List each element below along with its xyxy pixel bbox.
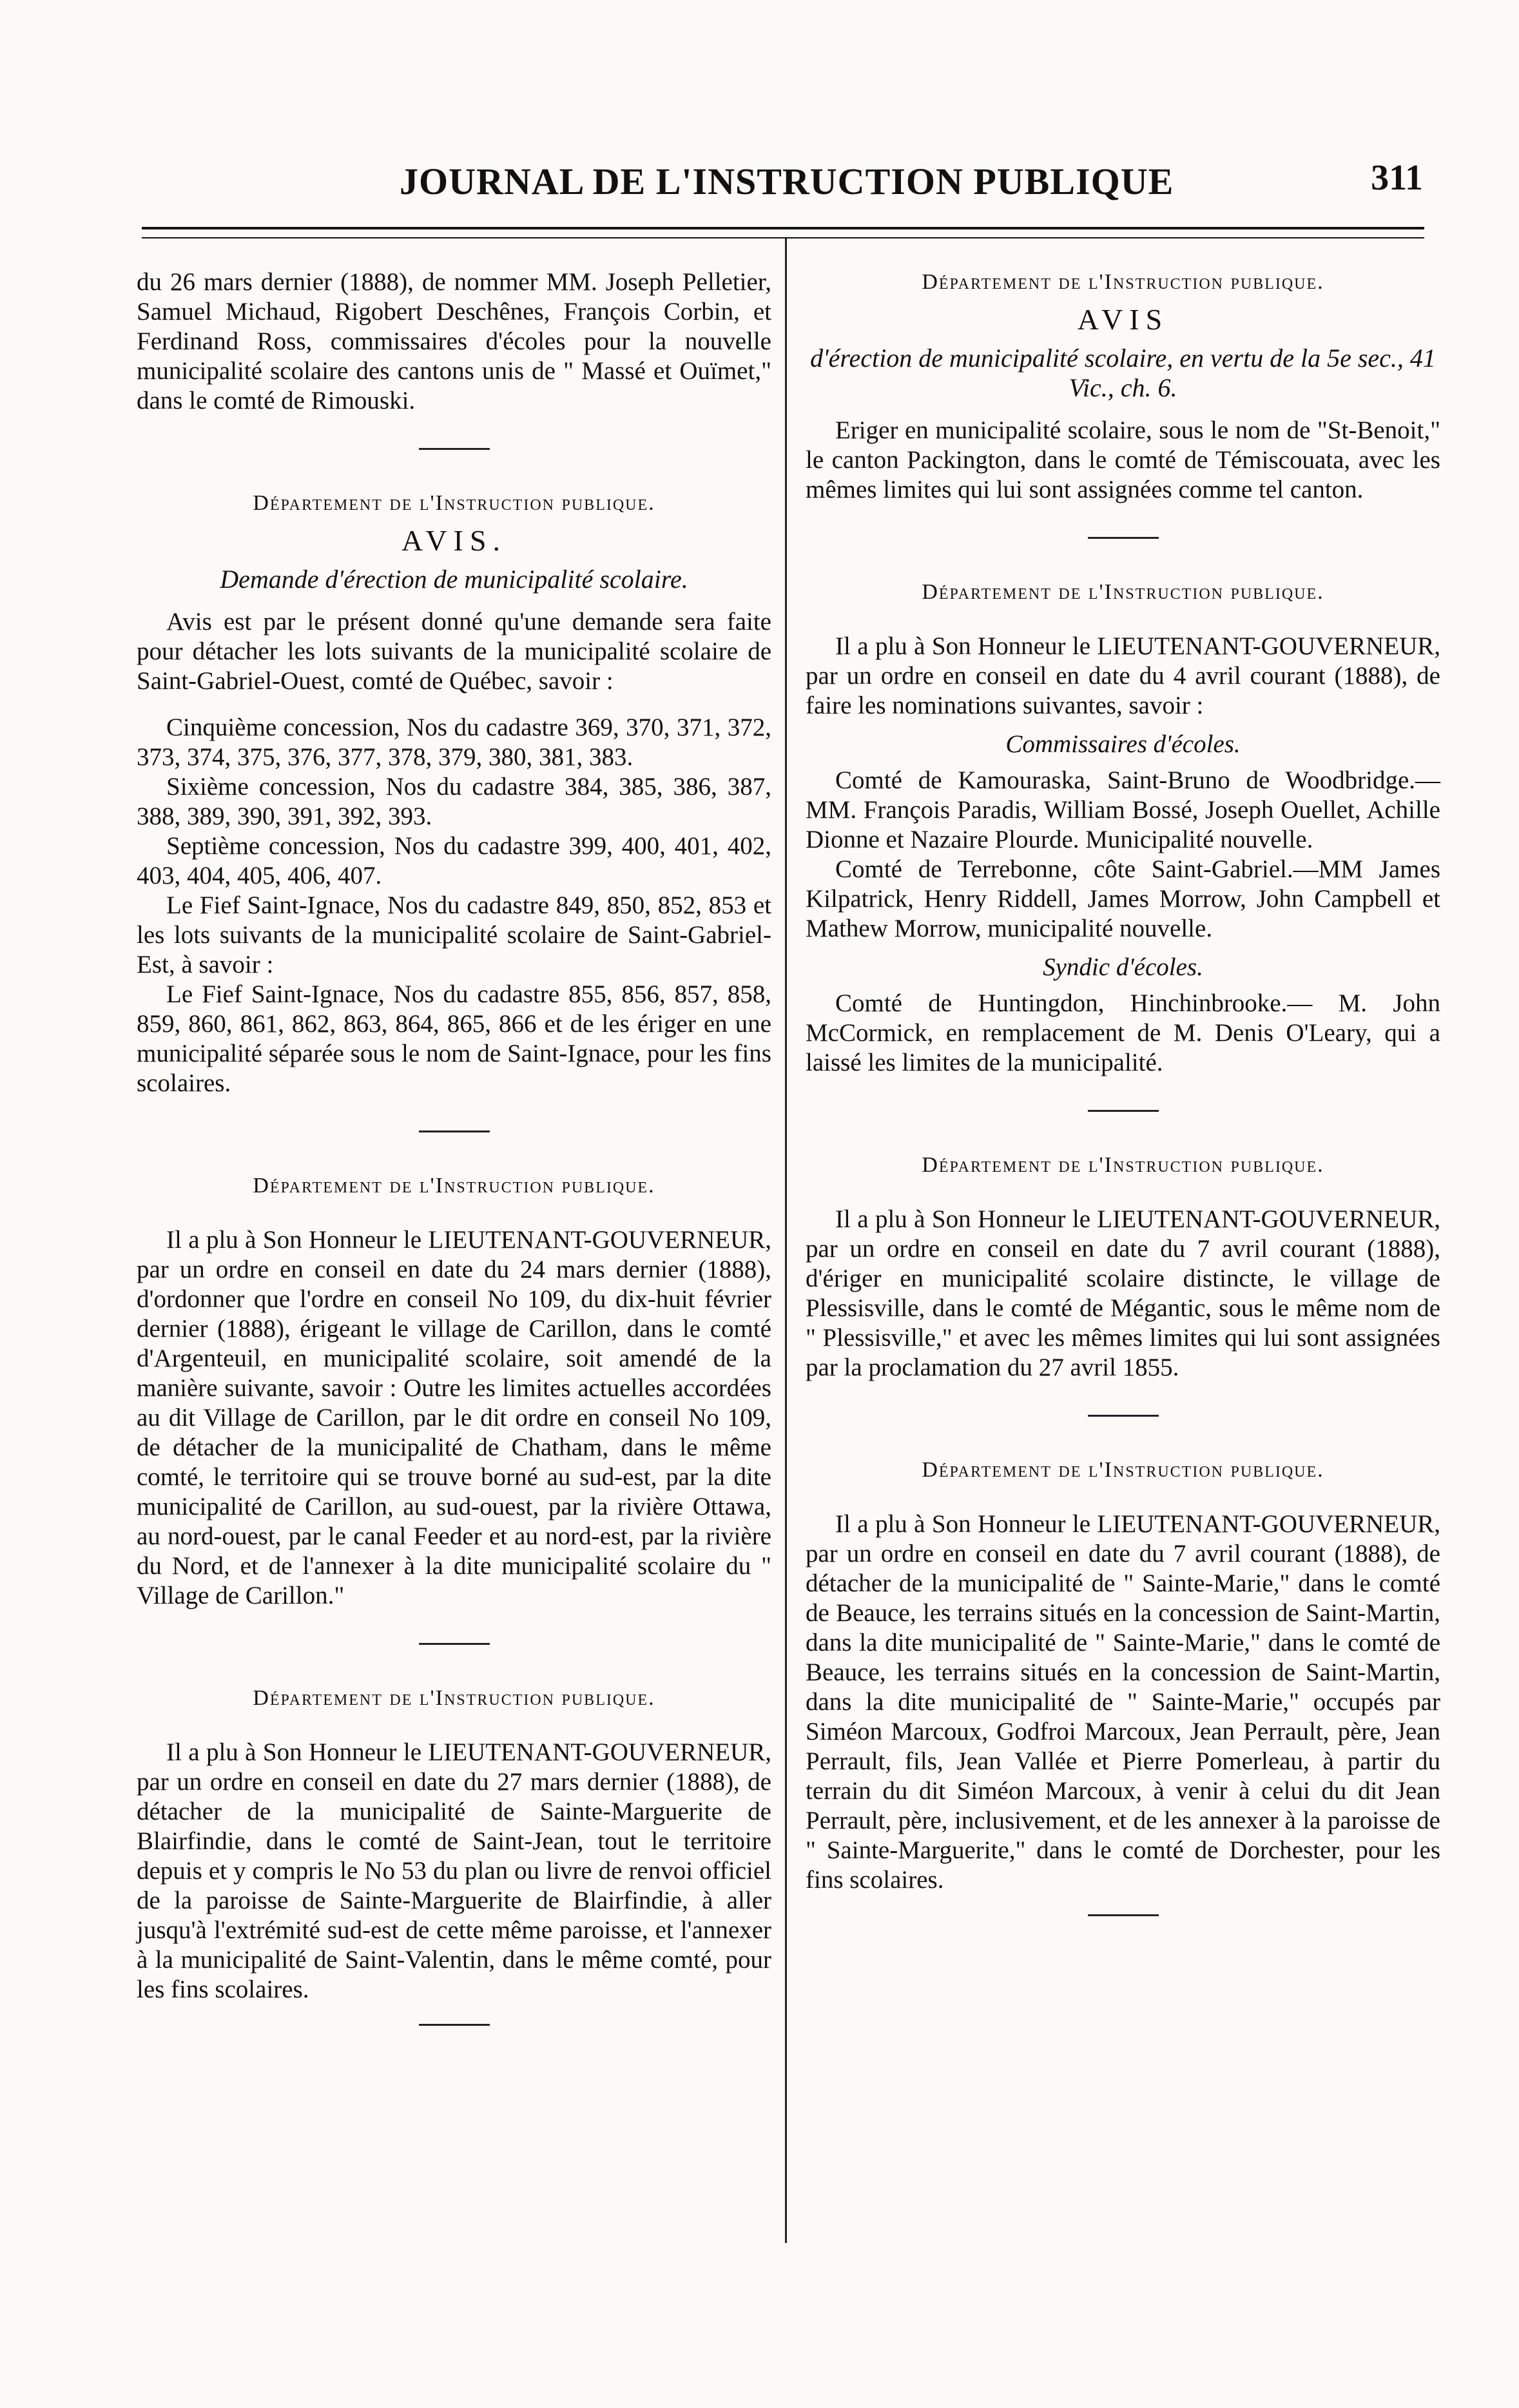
column-divider — [785, 238, 787, 2243]
section-separator — [419, 1131, 490, 1132]
header-rule — [142, 227, 1424, 229]
notice-paragraph: Le Fief Saint-Ignace, Nos du cadastre 849, 850, 852, 853 et les lots suivants de la municipalité scolaire de Saint-Gabriel-Est, à savoir : — [137, 891, 771, 978]
notice-paragraph: Il a plu à Son Honneur le LIEUTENANT-GOUVERNEUR, par un ordre en conseil en date du 27 mars dernier (1888), de détacher de la municipalité de Sainte-Marguerite de Blairfindie, dans le comté de Saint-Jean, tout le territoire depuis et y compris le No 53 du plan ou livre de renvoi officiel de la paroisse de Sainte-Marguerite de Blairfindie, à aller jusqu'à l'extrémité sud-est de cette même paroisse, et l'annexer à la municipalité de Saint-Valentin, dans le même comté, pour les fins scolaires. — [137, 1738, 771, 2003]
notice-paragraph: Il a plu à Son Honneur le LIEUTENANT-GOUVERNEUR, par un ordre en conseil en date du 4 avril courant (1888), de faire les nominations suivantes, savoir : — [806, 632, 1440, 719]
notice-paragraph: Sixième concession, Nos du cadastre 384, 385, 386, 387, 388, 389, 390, 391, 392, 393. — [137, 773, 771, 830]
section-heading: Département de l'Instruction publique. — [922, 1153, 1324, 1177]
notice-paragraph: Eriger en municipalité scolaire, sous le nom de "St-Benoit," le canton Packington, dans le comté de Témiscouata, avec les mêmes limites qui lui sont assignées comme tel canton. — [806, 416, 1440, 503]
section-heading: Département de l'Instruction publique. — [253, 491, 655, 515]
section-heading: Département de l'Instruction publique. — [922, 270, 1324, 294]
notice-plessisville — [806, 1151, 1440, 1383]
notice-subtitle: d'érection de municipalité scolaire, en vertu de la 5e sec., 41 Vic., ch. 6. — [810, 344, 1436, 402]
notice-paragraph: Le Fief Saint-Ignace, Nos du cadastre 855, 856, 857, 858, 859, 860, 861, 862, 863, 864, 865, 866 et de les ériger en une municipalité séparée sous le nom de Saint-Ignace, pour les fins scolaires. — [137, 980, 771, 1097]
left-column — [137, 267, 771, 2064]
section-heading: Département de l'Instruction publique. — [922, 580, 1324, 604]
notice-carillon — [137, 1171, 771, 1611]
header-rule-thin — [142, 237, 1424, 238]
section-separator — [419, 1643, 490, 1645]
section-heading: Département de l'Instruction publique. — [922, 1458, 1324, 1482]
avis-heading: AVIS — [1077, 303, 1169, 336]
section-separator — [1088, 1415, 1159, 1417]
notice-paragraph: Comté de Terrebonne, côte Saint-Gabriel.—MM James Kilpatrick, Henry Riddell, James Morrow, John Campbell et Mathew Morrow, municipalité nouvelle. — [806, 855, 1440, 942]
notice-blairfindie — [137, 1684, 771, 2005]
notice-demande-erection — [137, 489, 771, 1098]
notice-paragraph: Il a plu à Son Honneur le LIEUTENANT-GOUVERNEUR, par un ordre en conseil en date du 7 avril courant (1888), de détacher de la municipalité de " Sainte-Marie," dans le comté de Beauce, les terrains situés en la concession de Saint-Martin, dans la dite municipalité de " Sainte-Marie," dans le comté de Beauce, les terrains situés en la concession de Saint-Martin, dans la dite municipalité de " Sainte-Marie," occupés par Siméon Marcoux, Godfroi Marcoux, Jean Perrault, père, Jean Perrault, fils, Jean Vallée et Pierre Pomerleau, à partir du terrain du dit Siméon Marcoux, à venir à celui du dit Jean Perrault, père, inclusivement, et de les annexer à la paroisse de " Sainte-Marguerite," dans le comté de Dorchester, pour les fins scolaires. — [806, 1510, 1440, 1894]
notice-nominations — [806, 578, 1440, 1078]
notice-paragraph: Il a plu à Son Honneur le LIEUTENANT-GOUVERNEUR, par un ordre en conseil en date du 24 mars dernier (1888), d'ordonner que l'ordre en conseil No 109, du dix-huit février dernier (1888), érigeant le village de Carillon, dans le comté d'Argenteuil, en municipalité scolaire, soit amendé de la manière suivante, savoir : Outre les limites actuelles accordées au dit Village de Carillon, par le dit ordre en conseil No 109, de détacher de la municipalité de Chatham, dans le même comté, le territoire qui se trouve borné au sud-est, par la dite municipalité de Carillon, au sud-ouest, par la rivière Ottawa, au nord-ouest, par le canal Feeder et au nord-est, par la rivière du Nord, et de l'annexer à la dite municipalité scolaire du " Village de Carillon." — [137, 1226, 771, 1609]
section-heading: Département de l'Instruction publique. — [253, 1174, 655, 1198]
right-column — [806, 267, 1440, 1955]
section-separator — [419, 448, 490, 450]
section-separator — [1088, 1110, 1159, 1112]
section-separator — [1088, 537, 1159, 539]
notice-paragraph: Cinquième concession, Nos du cadastre 369, 370, 371, 372, 373, 374, 375, 376, 377, 378, 379, 380, 381, 383. — [137, 714, 771, 771]
notice-sainte-marie — [806, 1455, 1440, 1895]
notice-paragraph: Il a plu à Son Honneur le LIEUTENANT-GOUVERNEUR, par un ordre en conseil en date du 7 avril courant (1888), d'ériger en municipalité scolaire distincte, le village de Plessisville, dans le comté de Mégantic, sous le même nom de " Plessisville," et avec les mêmes limites qui lui sont assignées par la proclamation du 27 avril 1855. — [806, 1205, 1440, 1381]
running-title: JOURNAL DE L'INSTRUCTION PUBLIQUE — [400, 160, 1174, 202]
notice-paragraph: Avis est par le présent donné qu'une demande sera faite pour détacher les lots suivants de la municipalité scolaire de Saint-Gabriel-Ouest, comté de Québec, savoir : — [137, 608, 771, 695]
section-heading: Département de l'Instruction publique. — [253, 1686, 655, 1710]
notice-paragraph: Comté de Kamouraska, Saint-Bruno de Woodbridge.—MM. François Paradis, William Bossé, Joseph Ouellet, Achille Dionne et Nazaire Plourde. Municipalité nouvelle. — [806, 766, 1440, 853]
notice-paragraph: Septième concession, Nos du cadastre 399, 400, 401, 402, 403, 404, 405, 406, 407. — [137, 832, 771, 889]
page-number: 311 — [1371, 158, 1423, 198]
page-header — [135, 155, 1437, 213]
subsection-heading: Syndic d'écoles. — [1043, 953, 1203, 981]
section-separator — [1088, 1914, 1159, 1916]
notice-subtitle: Demande d'érection de municipalité scolaire. — [220, 565, 688, 594]
continued-paragraph: du 26 mars dernier (1888), de nommer MM. Joseph Pelletier, Samuel Michaud, Rigobert Deschênes, François Corbin, et Ferdinand Ross, commissaires d'écoles pour la nouvelle municipalité scolaire des cantons unis de " Massé et Ouïmet," dans le comté de Rimouski. — [137, 268, 771, 414]
section-separator — [419, 2024, 490, 2026]
notice-paragraph: Comté de Huntingdon, Hinchinbrooke.— M. John McCormick, en remplacement de M. Denis O'Leary, qui a laissé les limites de la municipalité. — [806, 989, 1440, 1076]
notice-st-benoit — [806, 267, 1440, 505]
subsection-heading: Commissaires d'écoles. — [1005, 730, 1241, 758]
avis-heading: AVIS. — [402, 524, 507, 557]
